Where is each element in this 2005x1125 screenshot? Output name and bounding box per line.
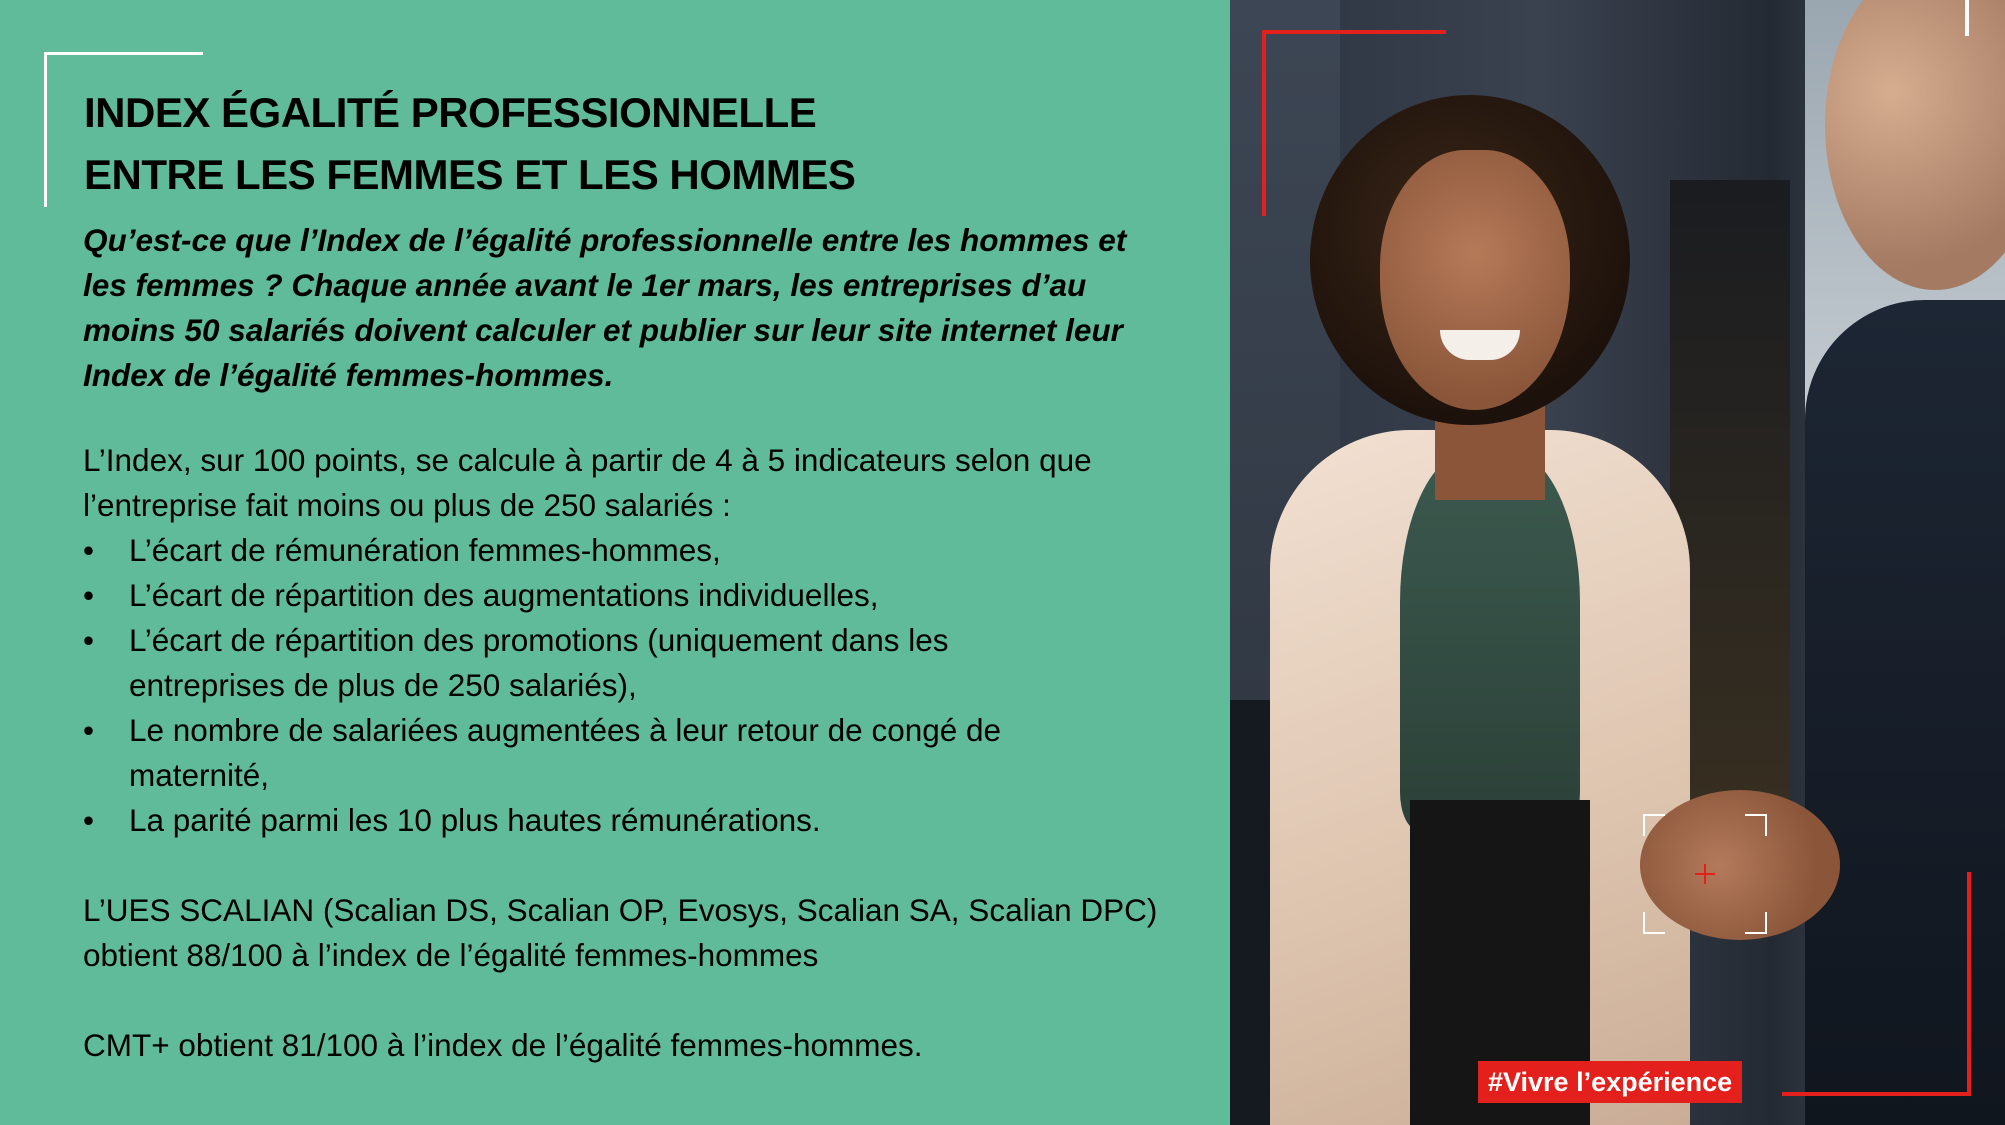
bullet-icon: • [83,622,95,658]
title-line-2: ENTRE LES FEMMES ET LES HOMMES [84,151,856,198]
result-line: obtient 88/100 à l’index de l’égalité femmes-hommes [83,937,819,973]
indicator-text: L’écart de répartition des augmentations individuelles, [129,577,879,613]
indicator-item [83,798,1203,843]
page-title [84,82,855,206]
title-line-1: INDEX ÉGALITÉ PROFESSIONNELLE [84,89,817,136]
white-frame-corner-top [1895,0,1969,36]
indicator-text: L’écart de répartition des promotions (uniquement dans les [129,622,949,658]
indicator-list [83,528,1203,843]
indicator-text: Le nombre de salariées augmentées à leur retour de congé de [129,712,1002,748]
ues-scalian-result [83,888,1203,978]
camera-focus-icon [1643,814,1767,934]
result-line: L’UES SCALIAN (Scalian DS, Scalian OP, Evosys, Scalian SA, Scalian DPC) [83,892,1158,928]
bullet-icon: • [83,532,95,568]
indicator-item [83,528,1203,573]
red-frame-corner-bottom [1782,872,1971,1096]
description-line: L’Index, sur 100 points, se calcule à partir de 4 à 5 indicateurs selon que [83,442,1092,478]
tagline-badge: #Vivre l’expérience [1478,1061,1742,1103]
indicator-text: L’écart de rémunération femmes-hommes, [129,532,721,568]
bullet-icon: • [83,802,95,838]
indicator-text-continued: maternité, [129,757,270,793]
intro-line: les femmes ? Chaque année avant le 1er mars, les entreprises d’au [83,267,1087,303]
intro-line: Qu’est-ce que l’Index de l’égalité professionnelle entre les hommes et [83,222,1127,258]
intro-line: Index de l’égalité femmes-hommes. [83,357,614,393]
intro-paragraph [83,218,1193,398]
intro-line: moins 50 salariés doivent calculer et publier sur leur site internet leur [83,312,1123,348]
cmt-result: CMT+ obtient 81/100 à l’index de l’égalité femmes-hommes. [83,1027,923,1063]
indicator-item [83,618,1203,708]
indicator-text-continued: entreprises de plus de 250 salariés), [129,667,637,703]
red-frame-corner-top [1262,30,1446,216]
indicator-item [83,708,1203,798]
bullet-icon: • [83,712,95,748]
indicator-item [83,573,1203,618]
indicator-text: La parité parmi les 10 plus hautes rémunérations. [129,802,821,838]
index-description [83,438,1203,528]
bullet-icon: • [83,577,95,613]
woman-top [1400,450,1580,830]
description-line: l’entreprise fait moins ou plus de 250 salariés : [83,487,731,523]
